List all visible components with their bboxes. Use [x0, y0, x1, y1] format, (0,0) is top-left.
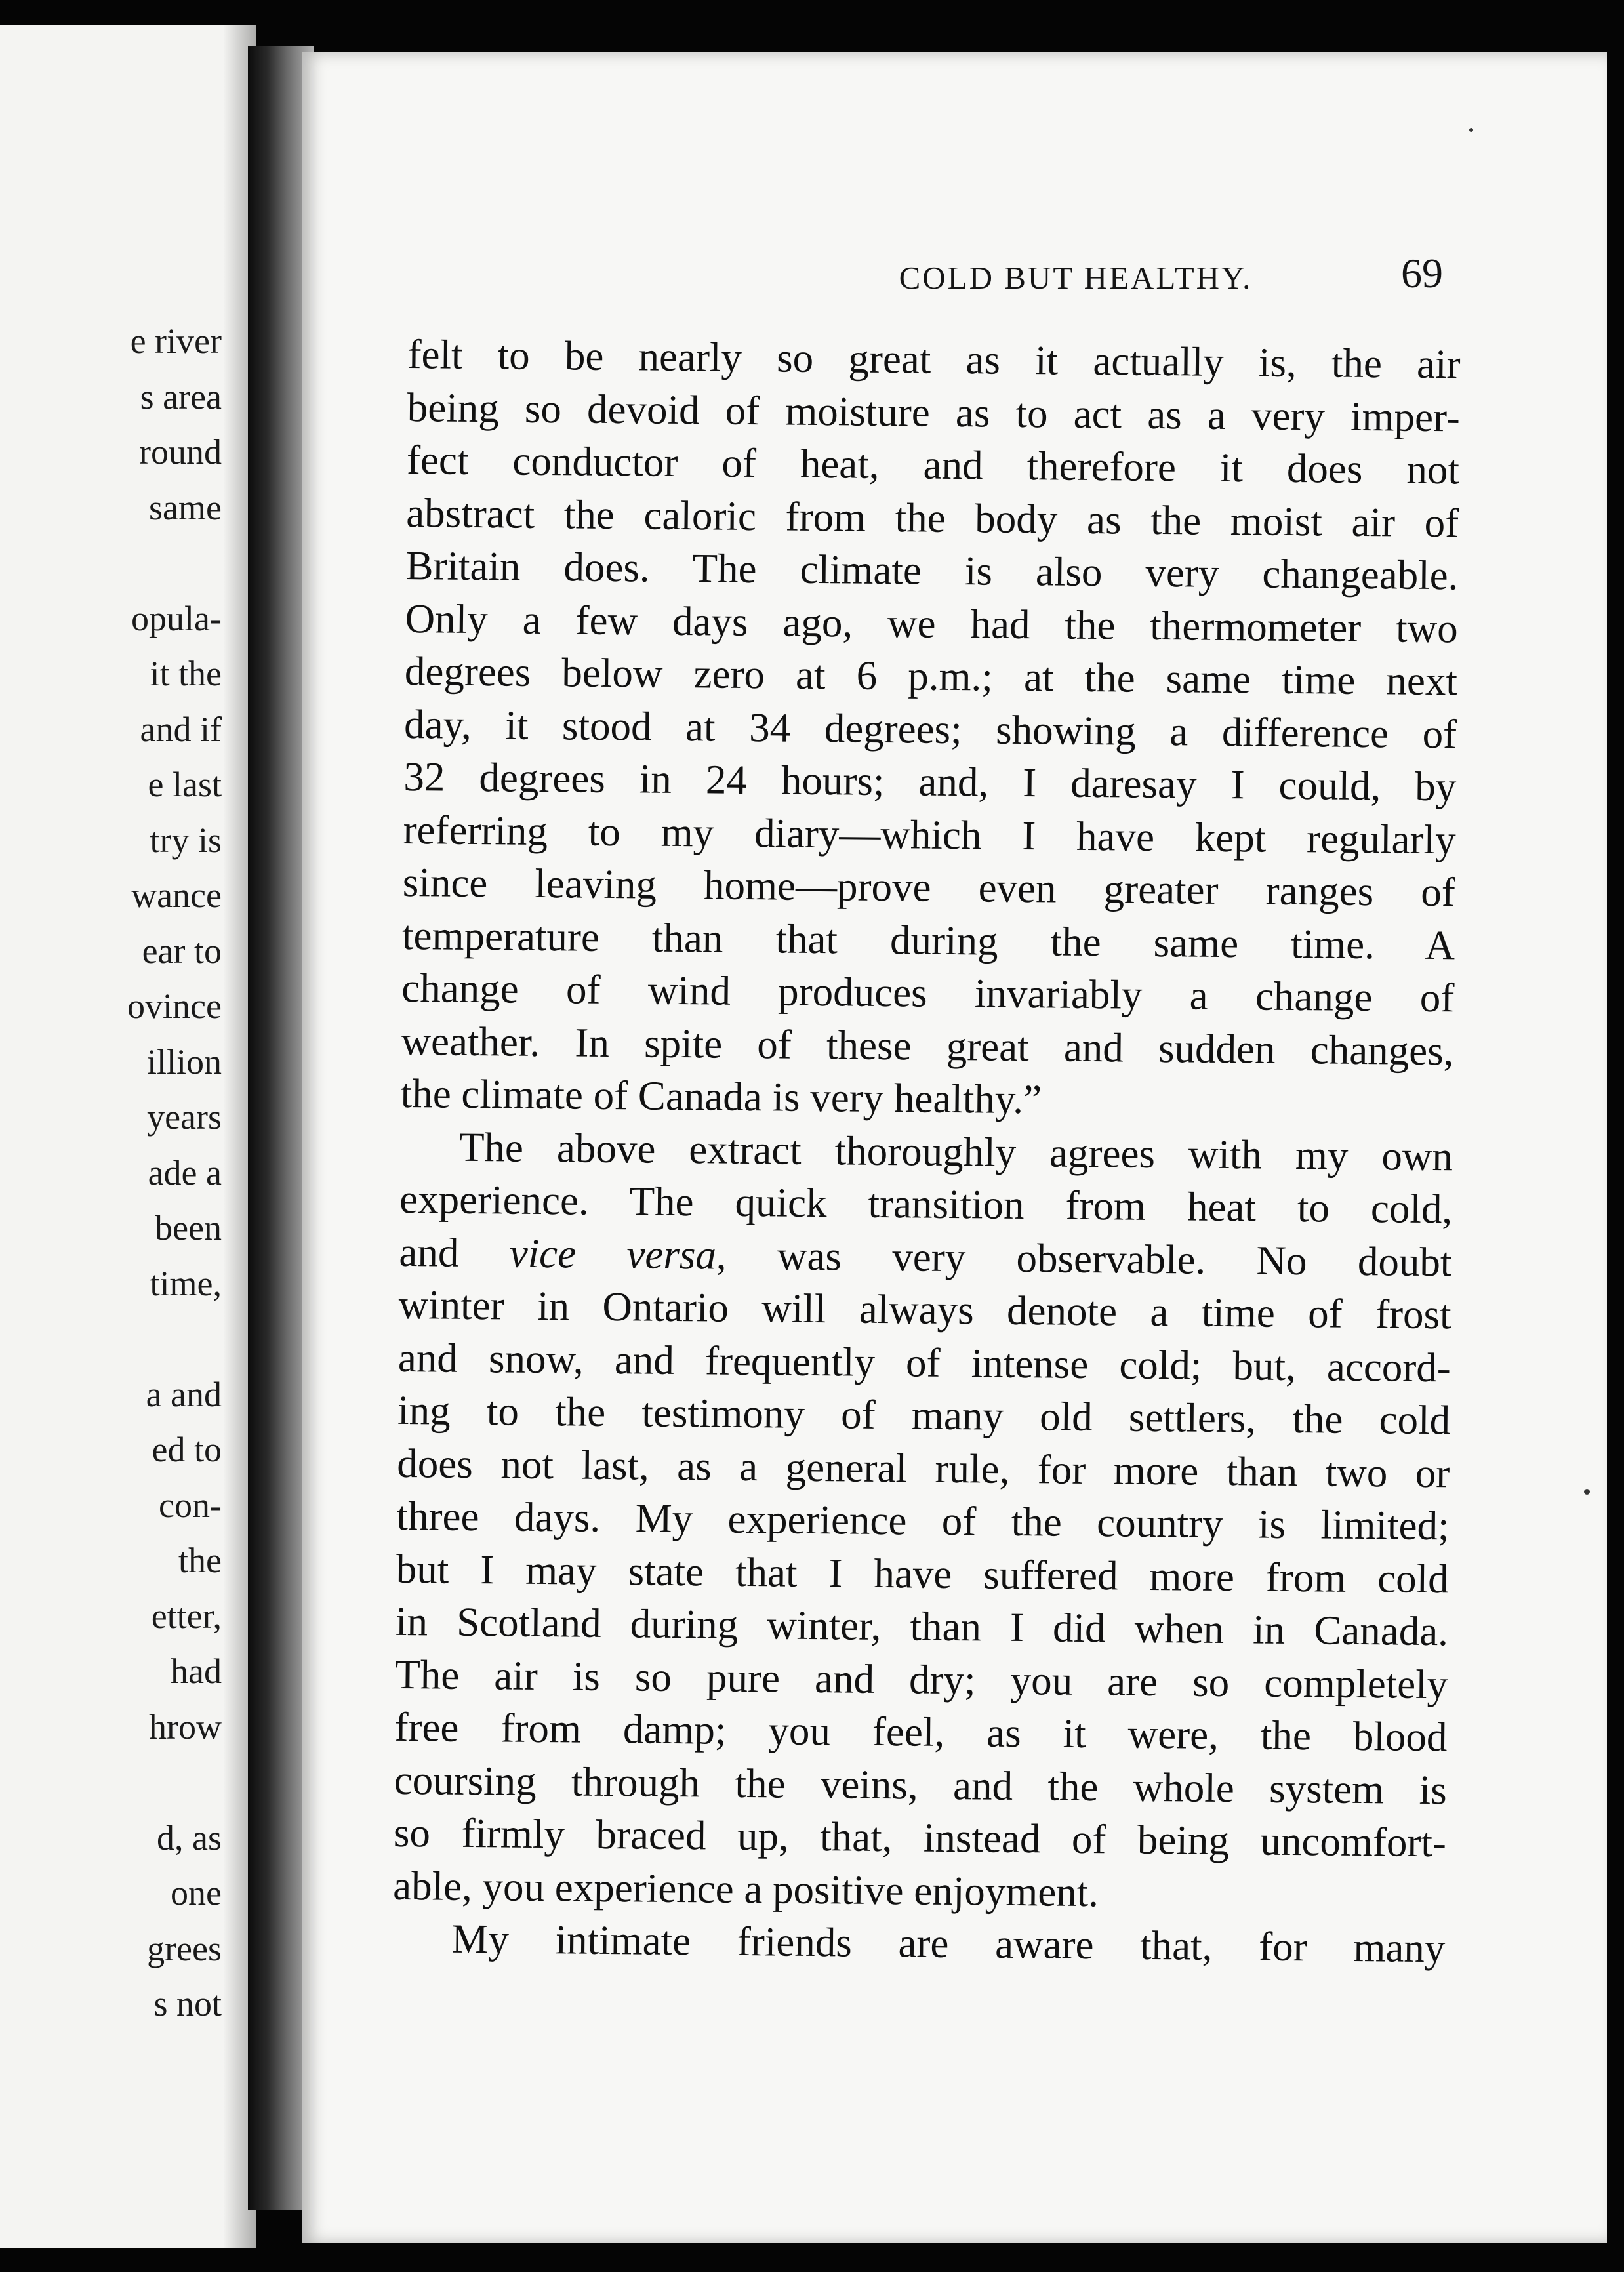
left-page-line: grees: [147, 1928, 222, 1968]
left-page-line: one: [171, 1873, 222, 1913]
body-line: weather. In spite of these great and sudden changes,: [401, 1017, 1454, 1074]
left-page-line: been: [155, 1208, 222, 1248]
left-page-line: e last: [148, 765, 222, 804]
left-page-line: same: [149, 487, 222, 527]
body-line: temperature than that during the same time. A: [401, 912, 1455, 968]
left-page-line: and if: [140, 709, 222, 749]
body-line: referring to my diary—which I have kept regularly: [403, 806, 1456, 862]
body-line: three days. My experience of the country is limited;: [396, 1492, 1450, 1549]
body-line: experience. The quick transition from heat to cold,: [399, 1175, 1453, 1232]
body-line: so firmly braced up, that, instead of being uncomfort-: [393, 1809, 1447, 1866]
body-line: does not last, as a general rule, for more than two or: [397, 1440, 1450, 1496]
running-head: COLD BUT HEALTHY.: [899, 260, 1253, 296]
left-page-line: [5, 1311, 222, 1367]
body-line: since leaving home—prove even greater ranges of: [402, 859, 1456, 916]
body-line: The above extract thoroughly agrees with my own: [458, 1124, 1453, 1179]
body-line: abstract the caloric from the body as the moist air of: [405, 489, 1459, 546]
left-page-line: years: [147, 1097, 222, 1137]
left-page-line: round: [139, 432, 222, 472]
body-line: but I may state that I have suffered more from cold: [396, 1545, 1450, 1602]
right-page: [302, 52, 1607, 2243]
left-page-line: ovince: [127, 986, 222, 1026]
left-page-line: ade a: [148, 1152, 222, 1192]
left-page-line: ear to: [142, 931, 222, 971]
left-page-line: it the: [150, 654, 222, 693]
left-page-text: [5, 314, 222, 2032]
body-text: [392, 328, 1461, 1975]
body-line: day, it stood at 34 degrees; showing a difference of: [403, 700, 1457, 757]
left-page-line: s area: [140, 376, 222, 416]
body-line: and vice versa, was very observable. No doubt: [399, 1228, 1452, 1285]
body-line: winter in Ontario will always denote a time of frost: [398, 1281, 1451, 1338]
body-line: The air is so pure and dry; you are so completely: [394, 1651, 1448, 1707]
body-line: and snow, and frequently of intense cold; but, accord-: [397, 1334, 1451, 1390]
left-page-line: wance: [131, 876, 222, 915]
body-line: being so devoid of moisture as to act as a very imper-: [407, 384, 1461, 440]
body-line: Only a few days ago, we had the thermometer two: [405, 595, 1459, 651]
body-line: fect conductor of heat, and therefore it does not: [406, 436, 1460, 493]
body-line: felt to be nearly so great as it actually is, the air: [407, 331, 1461, 388]
left-page-line: e river: [130, 321, 222, 361]
left-page-line: opula-: [131, 598, 222, 638]
left-page-line: hrow: [149, 1707, 222, 1747]
left-page-line: try is: [150, 820, 222, 860]
body-line: change of wind produces invariably a change of: [401, 964, 1455, 1021]
body-line: ing to the testimony of many old settlers, the cold: [397, 1387, 1451, 1444]
left-page-line: [5, 1755, 222, 1810]
scan-speck: [1469, 128, 1473, 132]
left-page-line: s not: [153, 1984, 222, 2023]
left-page-line: d, as: [157, 1817, 222, 1857]
left-page-line: etter,: [151, 1596, 222, 1636]
left-page-line: time,: [150, 1263, 222, 1303]
left-facing-page: [0, 25, 256, 2248]
left-page-line: a and: [146, 1374, 222, 1414]
body-line: 32 degrees in 24 hours; and, I daresay I could, by: [403, 753, 1457, 810]
left-page-line: illion: [146, 1042, 222, 1082]
page-number: 69: [1401, 250, 1443, 296]
left-page-line: con-: [159, 1485, 222, 1525]
left-page-line: had: [171, 1652, 222, 1691]
left-page-line: ed to: [152, 1430, 222, 1469]
body-line: degrees below zero at 6 p.m.; at the same time next: [404, 647, 1458, 704]
scan-speck: [1584, 1489, 1590, 1495]
body-line: the climate of Canada is very healthy.”: [400, 1070, 1042, 1123]
left-page-line: [5, 535, 222, 591]
italic-phrase: vice versa: [509, 1230, 717, 1278]
body-line: free from damp; you feel, as it were, the blood: [394, 1703, 1448, 1760]
left-page-line: the: [178, 1541, 222, 1580]
body-line: in Scotland during winter, than I did when in Canada.: [395, 1598, 1449, 1655]
body-line: Britain does. The climate is also very changeable.: [405, 542, 1459, 599]
body-line: able, you experience a positive enjoyment.: [392, 1862, 1099, 1915]
body-line: My intimate friends are aware that, for many: [451, 1915, 1446, 1972]
body-line: coursing through the veins, and the whole system is: [394, 1756, 1448, 1813]
